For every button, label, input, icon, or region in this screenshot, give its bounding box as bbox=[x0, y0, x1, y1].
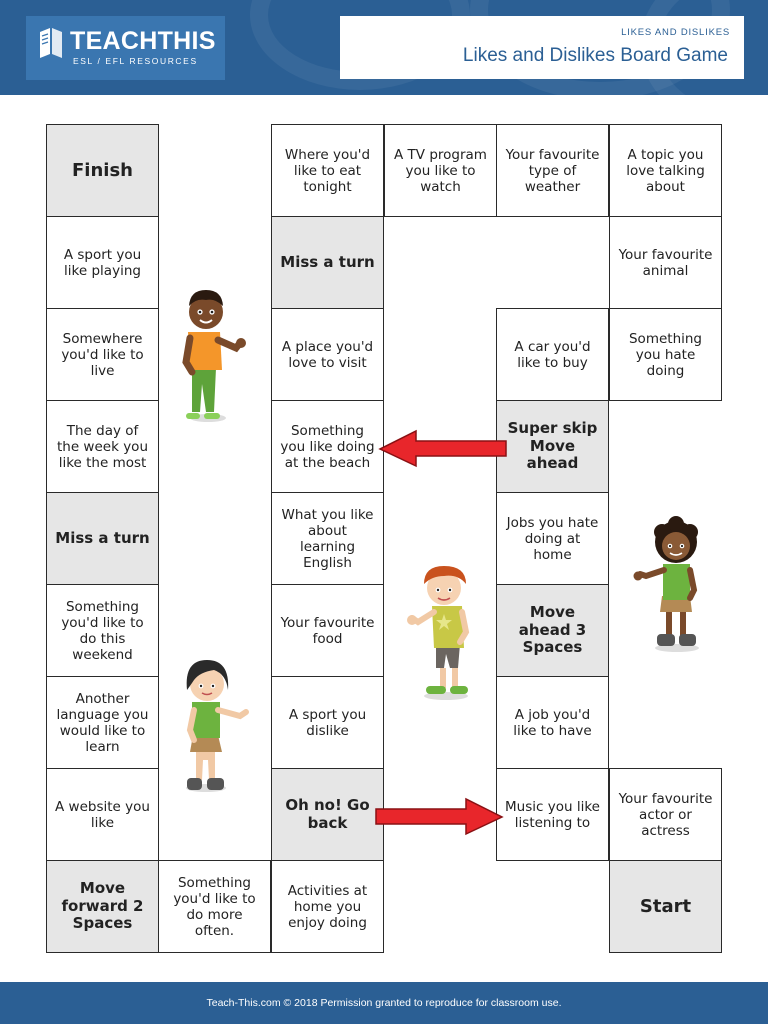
board-cell: A sport you dislike bbox=[271, 676, 384, 769]
logo-title: TEACHTHIS bbox=[70, 27, 216, 55]
board-cell-super-skip: Super skip Move ahead bbox=[496, 400, 609, 493]
board-cell: A TV program you like to watch bbox=[384, 124, 497, 217]
board-cell: A website you like bbox=[46, 768, 159, 861]
board-cell: Somewhere you'd like to live bbox=[46, 308, 159, 401]
board-cell: A car you'd like to buy bbox=[496, 308, 609, 401]
board-cell-go-back: Oh no! Go back bbox=[271, 768, 384, 861]
board-cell: What you like about learning English bbox=[271, 492, 384, 585]
girl-curly-hair-illustration bbox=[634, 516, 700, 652]
board-cell: A topic you love talking about bbox=[609, 124, 722, 217]
board-cell-move-forward: Move forward 2 Spaces bbox=[46, 860, 159, 953]
board-cell: A place you'd love to visit bbox=[271, 308, 384, 401]
worksheet-title: Likes and Dislikes Board Game bbox=[462, 45, 728, 66]
board-cell-finish: Finish bbox=[46, 124, 159, 217]
board-cell: The day of the week you like the most bbox=[46, 400, 159, 493]
board-cell: Activities at home you enjoy doing bbox=[271, 860, 384, 953]
board-cell-miss-turn: Miss a turn bbox=[46, 492, 159, 585]
board-cell: Your favourite actor or actress bbox=[609, 768, 722, 861]
boy-orange-shirt-illustration bbox=[186, 290, 246, 422]
red-arrow-right-icon bbox=[376, 799, 502, 834]
board-cell: Your favourite type of weather bbox=[496, 124, 609, 217]
board-cell-start: Start bbox=[609, 860, 722, 953]
worksheet-category: LIKES AND DISLIKES bbox=[621, 27, 730, 38]
copyright-notice: Teach-This.com © 2018 Permission granted to reproduce for classroom use. bbox=[206, 997, 562, 1009]
red-arrow-left-icon bbox=[380, 431, 506, 466]
boy-red-hair-illustration bbox=[407, 566, 468, 700]
board-cell: Something you hate doing bbox=[609, 308, 722, 401]
board-cell: Something you'd like to do more often. bbox=[158, 860, 271, 953]
board-cell: Something you like doing at the beach bbox=[271, 400, 384, 493]
page-footer bbox=[0, 982, 768, 1024]
board-cell: Your favourite animal bbox=[609, 216, 722, 309]
board-cell-miss-turn: Miss a turn bbox=[271, 216, 384, 309]
board-cell: A job you'd like to have bbox=[496, 676, 609, 769]
board-cell-move-ahead: Move ahead 3 Spaces bbox=[496, 584, 609, 677]
board-cell: Where you'd like to eat tonight bbox=[271, 124, 384, 217]
board-cell: Your favourite food bbox=[271, 584, 384, 677]
board-cell: Jobs you hate doing at home bbox=[496, 492, 609, 585]
board-cell: Music you like listening to bbox=[496, 768, 609, 861]
board-cell: A sport you like playing bbox=[46, 216, 159, 309]
board-cell: Something you'd like to do this weekend bbox=[46, 584, 159, 677]
board-cell: Another language you would like to learn bbox=[46, 676, 159, 769]
girl-black-hair-illustration bbox=[186, 660, 246, 792]
logo-subtitle: ESL / EFL RESOURCES bbox=[73, 56, 198, 66]
